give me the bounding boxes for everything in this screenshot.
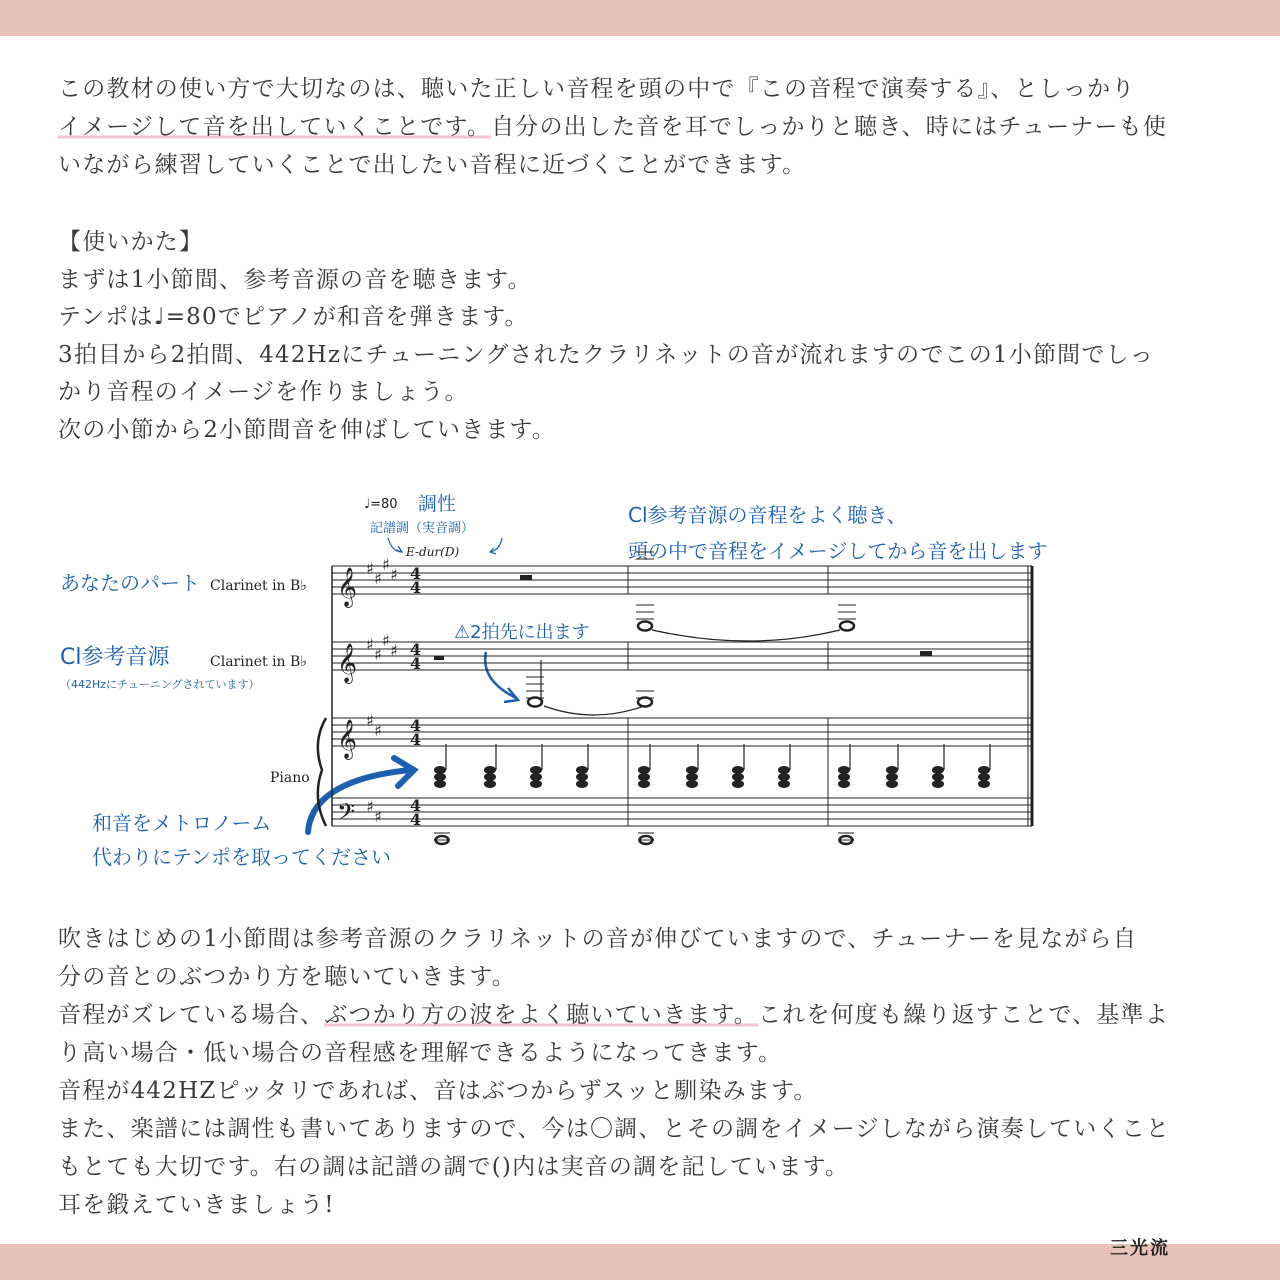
- ref-notes: [526, 660, 654, 715]
- intro-highlight: イメージして音を出していくことです。: [58, 114, 492, 140]
- piano-chord: [530, 744, 542, 788]
- howto-line-1: まずは1小節間、参考音源の音を聴きます。: [58, 266, 532, 293]
- time-sig-den-3: 4: [410, 730, 422, 749]
- key-title: 調性: [418, 493, 457, 515]
- intro-paragraph: [58, 70, 1218, 184]
- intro-line-1: この教材の使い方で大切なのは、聴いた正しい音程を頭の中で『この音程で演奏する』、としっかり: [58, 76, 1136, 102]
- intro-line-2: [58, 108, 1218, 146]
- rests: [434, 575, 932, 660]
- key-name: E-dur(D): [406, 545, 460, 559]
- metronome-line-1: 和音をメトロノーム: [92, 811, 272, 835]
- outro-line-2: 分の音とのぶつかり方を聴いていきます。: [58, 964, 516, 990]
- intro-line-2-rest: 自分の出した音を耳でしっかりと聴き、時にはチューナーも使: [491, 114, 1168, 140]
- outro-line-3b: これを何度も繰り返すことで、基準よ: [757, 1002, 1169, 1028]
- howto-line-4: かり音程のイメージを作りましょう。: [58, 379, 469, 405]
- svg-text:♯: ♯: [382, 555, 390, 574]
- instrument-label-piano: Piano: [270, 770, 310, 786]
- howto-heading: 【使いかた】: [58, 229, 204, 255]
- outro-line-4: り高い場合・低い場合の音程感を理解できるようになってきます。: [58, 1040, 783, 1066]
- piano-chord: [686, 744, 698, 788]
- instrument-label-2: Clarinet in B♭: [210, 654, 307, 670]
- piano-chord: [932, 744, 944, 788]
- piano-chord: [886, 744, 898, 788]
- time-sig-num-3: 4: [410, 716, 422, 735]
- outro-line-3: [58, 996, 1218, 1034]
- outro-line-3a: 音程がズレている場合、: [58, 1002, 325, 1028]
- svg-text:♯: ♯: [366, 711, 374, 730]
- outro-line-5: 音程が442HZピッタリであれば、音はぶつからずスッと馴染みます。: [58, 1078, 818, 1104]
- tempo-mark: ♩=80: [364, 497, 398, 512]
- outro-line-8: 耳を鍛えていきましょう!: [58, 1192, 335, 1218]
- time-sig-num-1: 4: [410, 564, 422, 583]
- key-subtitle: 記譜調（実音調）: [370, 521, 475, 536]
- key-arrow-left: [388, 538, 402, 552]
- outro-line-1: 吹きはじめの1小節間は参考音源のクラリネットの音が伸びていますので、チューナーを見ながら自: [58, 926, 1138, 952]
- piano-brace: [318, 718, 326, 826]
- music-score: [50, 480, 1130, 880]
- piano-chord: [576, 744, 588, 788]
- note-line-1: Cl参考音源の音程をよく聴き、: [628, 503, 907, 527]
- svg-text:♯: ♯: [374, 721, 382, 740]
- howto-section: [58, 224, 1218, 449]
- piano-chord: [484, 744, 496, 788]
- your-part-label: あなたのパート: [60, 571, 200, 595]
- treble-clef-1: 𝄞: [337, 567, 358, 607]
- piano-chords: [434, 744, 990, 788]
- outro-line-7: もとても大切です。右の調は記譜の調で()内は実音の調を記しています。: [58, 1154, 850, 1180]
- ref-part-sublabel: （442Hzにチューニングされています）: [60, 678, 260, 691]
- time-sig-num-4: 4: [410, 796, 422, 815]
- svg-text:♯: ♯: [366, 559, 374, 578]
- intro-line-3: いながら練習していくことで出したい音程に近づくことができます。: [58, 152, 807, 178]
- bass-clef: 𝄢: [337, 798, 356, 831]
- svg-text:♯: ♯: [382, 631, 390, 650]
- note-line-2: 頭の中で音程をイメージしてから音を出します: [628, 539, 1048, 563]
- piano-chord: [778, 744, 790, 788]
- svg-text:♯: ♯: [374, 645, 382, 664]
- howto-line-2: テンポは♩=80でピアノが和音を弾きます。: [58, 304, 529, 330]
- treble-clef-3: 𝄞: [337, 719, 358, 759]
- outro-line-6: また、楽譜には調性も書いてありますので、今は〇調、とその調をイメージしながら演奏していくこと: [58, 1116, 1171, 1142]
- metronome-line-2: 代わりにテンポを取ってください: [92, 845, 391, 869]
- piano-chord: [638, 744, 650, 788]
- svg-text:♯: ♯: [366, 635, 374, 654]
- piano-chord: [978, 744, 990, 788]
- piano-chord: [434, 744, 446, 788]
- svg-text:♯: ♯: [366, 797, 374, 816]
- warning-note: ⚠2拍先に出ます: [454, 622, 590, 643]
- outro-paragraph: [58, 920, 1218, 1224]
- part-notes: [636, 552, 856, 641]
- howto-line-5: 次の小節から2小節間音を伸ばしていきます。: [58, 416, 556, 443]
- svg-text:♯: ♯: [390, 641, 398, 660]
- outro-highlight: ぶつかり方の波をよく聴いていきます。: [324, 1002, 758, 1028]
- publisher-logo: 三光流: [1110, 1238, 1170, 1259]
- bottom-band: [0, 1244, 1280, 1280]
- time-sig-num-2: 4: [410, 640, 422, 659]
- bass-notes: [434, 833, 854, 844]
- piano-chord: [732, 744, 744, 788]
- instrument-label-1: Clarinet in B♭: [210, 578, 307, 594]
- ref-part-label: Cl参考音源: [60, 645, 170, 670]
- svg-text:♯: ♯: [390, 565, 398, 584]
- key-arrow-right: [490, 538, 502, 554]
- svg-text:♯: ♯: [374, 807, 382, 826]
- svg-text:♯: ♯: [374, 569, 382, 588]
- warning-arrow: [485, 652, 518, 702]
- piano-chord: [838, 744, 850, 788]
- top-band: [0, 0, 1280, 36]
- treble-clef-2: 𝄞: [337, 643, 358, 683]
- time-sig-den-4: 4: [410, 810, 422, 829]
- howto-line-3: 3拍目から2拍間、442Hzにチューニングされたクラリネットの音が流れますのでこの1小節間でしっ: [58, 341, 1154, 368]
- time-sig-den-1: 4: [410, 578, 422, 597]
- time-sig-den-2: 4: [410, 654, 422, 673]
- key-signatures: [366, 555, 398, 826]
